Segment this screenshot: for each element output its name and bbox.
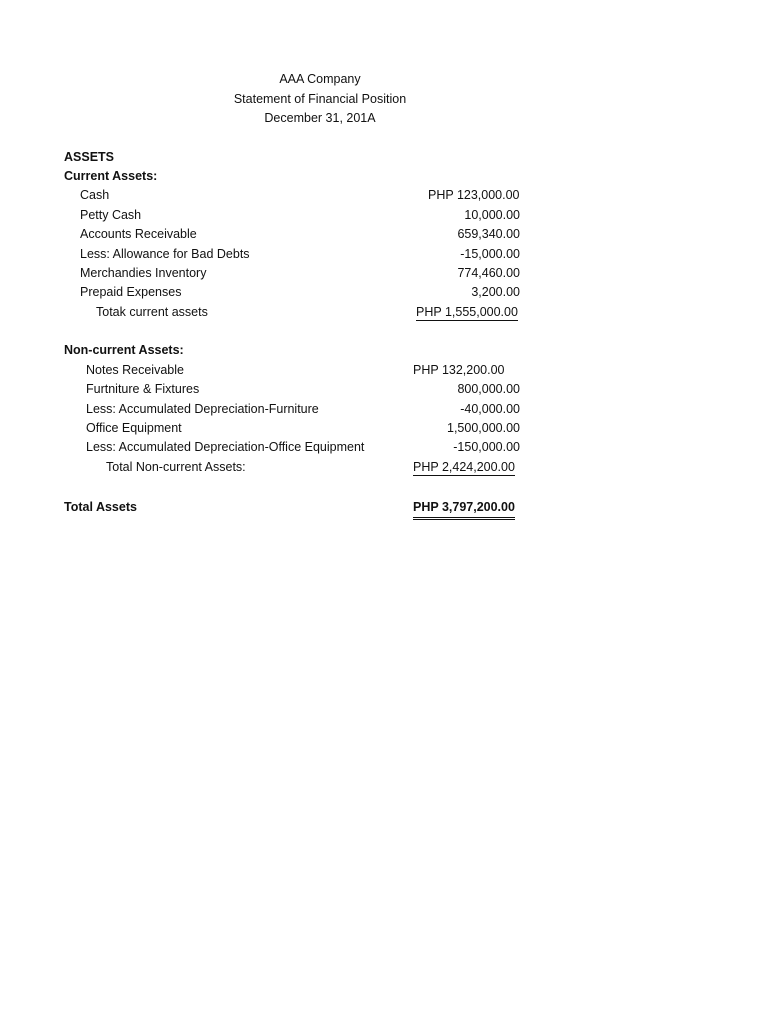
current-item-amount: -15,000.00 xyxy=(460,247,520,261)
noncurrent-item-amount: 1,500,000.00 xyxy=(447,421,520,435)
noncurrent-item-label: Less: Accumulated Depreciation-Furniture xyxy=(86,402,319,416)
current-item-amount: 774,460.00 xyxy=(457,266,520,280)
current-item-label: Less: Allowance for Bad Debts xyxy=(80,247,250,261)
assets-heading: ASSETS xyxy=(64,150,115,164)
current-item-amount: 10,000.00 xyxy=(464,208,520,222)
company-name: AAA Company xyxy=(279,72,361,86)
noncurrent-total-label: Total Non-current Assets: xyxy=(106,460,246,474)
statement-title: Statement of Financial Position xyxy=(233,92,407,106)
current-total-amount: PHP 1,555,000.00 xyxy=(416,305,518,319)
noncurrent-item-label: Notes Receivable xyxy=(86,363,184,377)
current-item-label: Accounts Receivable xyxy=(80,227,197,241)
statement-date: December 31, 201A xyxy=(264,111,376,125)
noncurrent-item-amount: -150,000.00 xyxy=(453,440,520,454)
total-assets-amount: PHP 3,797,200.00 xyxy=(413,499,515,520)
noncurrent-item-amount: -40,000.00 xyxy=(460,402,520,416)
noncurrent-total-amount: PHP 2,424,200.00 xyxy=(413,460,515,474)
noncurrent-item-amount: PHP 132,200.00 xyxy=(413,363,505,377)
current-item-label: Prepaid Expenses xyxy=(80,285,182,299)
noncurrent-item-label: Furtniture & Fixtures xyxy=(86,382,200,396)
current-total-label: Totak current assets xyxy=(96,305,208,319)
current-item-label: Merchandies Inventory xyxy=(80,266,207,280)
current-item-amount: 3,200.00 xyxy=(471,285,520,299)
noncurrent-item-amount: 800,000.00 xyxy=(457,382,520,396)
current-item-label: Petty Cash xyxy=(80,208,142,222)
noncurrent-assets-heading: Non-current Assets: xyxy=(64,343,184,357)
noncurrent-item-label: Less: Accumulated Depreciation-Office Equipment xyxy=(86,440,365,454)
total-assets-label: Total Assets xyxy=(64,500,137,514)
current-item-label: Cash xyxy=(80,188,110,202)
current-item-amount: PHP 123,000.00 xyxy=(428,188,520,202)
noncurrent-item-label: Office Equipment xyxy=(86,421,182,435)
current-item-amount: 659,340.00 xyxy=(457,227,520,241)
current-assets-heading: Current Assets: xyxy=(64,169,158,183)
